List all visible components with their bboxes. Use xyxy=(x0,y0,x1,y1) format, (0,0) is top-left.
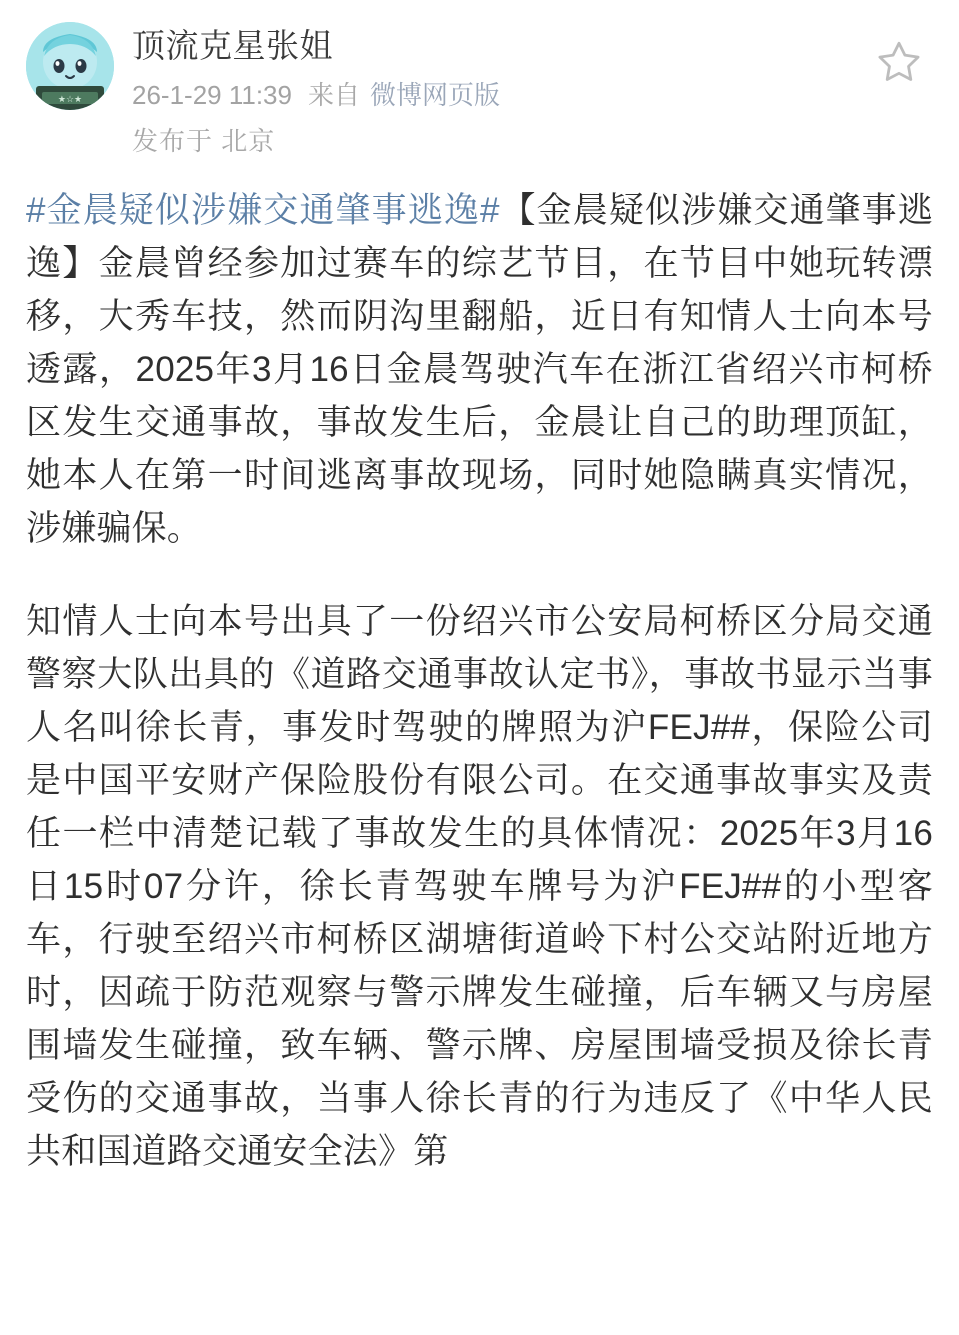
avatar[interactable] xyxy=(26,22,114,110)
svg-text:★☆★: ★☆★ xyxy=(57,94,83,104)
content-fade-overlay xyxy=(0,1265,959,1335)
post-paragraph-1-text: 【金晨疑似涉嫌交通肇事逃逸】金晨曾经参加过赛车的综艺节目，在节目中她玩转漂移，大秀车技，然而阴沟里翻船，近日有知情人士向本号透露，2025年3月16日金晨驾驶汽车在浙江省绍兴市柯桥区发生交通事故，事故发生后，金晨让自己的助理顶缸，她本人在第一时间逃离事故现场，同时她隐瞒真实情况，涉嫌骗保。 xyxy=(26,191,933,548)
post-location: 发布于 北京 xyxy=(132,126,276,156)
post-subline xyxy=(132,78,933,112)
post-meta xyxy=(132,18,933,158)
source-prefix: 来自 xyxy=(307,80,360,110)
source-name[interactable]: 微博网页版 xyxy=(370,80,501,110)
post-content xyxy=(26,184,933,1178)
post-paragraph-2: 知情人士向本号出具了一份绍兴市公安局柯桥区分局交通警察大队出具的《道路交通事故认定书》，事故书显示当事人名叫徐长青，事发时驾驶的牌照为沪FEJ##，保险公司是中国平安财产保险股份有限公司。在交通事故事实及责任一栏中清楚记载了事故发生的具体情况：2025年3月16日15时07分许，徐长青驾驶车牌号为沪FEJ##的小型客车，行驶至绍兴市柯桥区湖塘街道岭下村公交站附近地方时，因疏于防范观察与警示牌发生碰撞，后车辆又与房屋围墙发生碰撞，致车辆、警示牌、房屋围墙受损及徐长青受伤的交通事故，当事人徐长青的行为违反了《中华人民共和国道路交通安全法》第 xyxy=(26,602,933,1171)
user-avatar-anime-icon xyxy=(26,22,114,110)
favorite-button[interactable] xyxy=(871,34,927,90)
star-outline-icon xyxy=(875,38,923,86)
post-timestamp: 26-1-29 11:39 xyxy=(132,80,292,110)
post-header xyxy=(26,18,933,158)
author-name[interactable]: 顶流克星张姐 xyxy=(132,27,333,64)
post-paragraph-1 xyxy=(26,184,933,555)
topic-link[interactable]: #金晨疑似涉嫌交通肇事逃逸# xyxy=(26,191,500,230)
